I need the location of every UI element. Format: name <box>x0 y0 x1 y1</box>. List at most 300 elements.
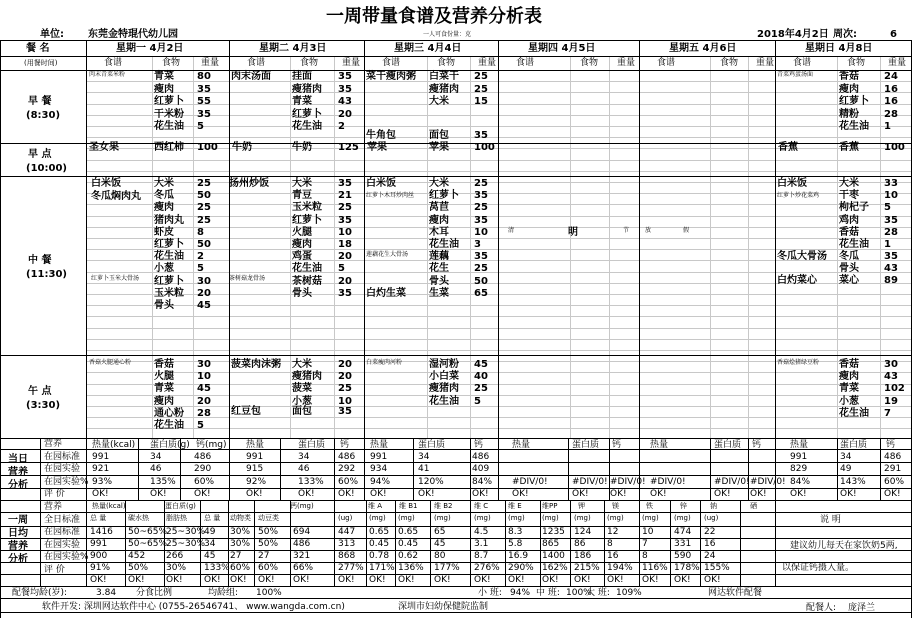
week-cell: 12 <box>607 527 619 537</box>
week-subheader: 总 量 <box>90 514 107 522</box>
week-subheader: (mg) <box>607 514 624 522</box>
grid-line <box>86 438 87 500</box>
food-qty: 35 <box>197 108 211 120</box>
week-cell: OK! <box>574 575 591 585</box>
food-qty: 35 <box>338 71 352 82</box>
food-name: 面包 <box>429 130 449 141</box>
food-qty: 55 <box>197 96 211 107</box>
analysis-cell: 486 <box>338 452 356 462</box>
analysis-header: 热量 <box>512 440 531 450</box>
food-name: 木耳 <box>429 226 449 238</box>
week-cell: 155% <box>704 563 730 573</box>
meal-time: (11:30) <box>26 268 67 280</box>
week-side: 营养 <box>8 541 28 552</box>
week-header: 锌 <box>680 502 687 510</box>
recipe: 苹果 <box>367 142 387 153</box>
week-label: 周次: <box>833 29 857 40</box>
week-cell: 45 <box>434 539 446 549</box>
grid-line <box>125 500 126 586</box>
week-cell: 22 <box>704 527 716 537</box>
grid-line <box>748 438 749 500</box>
food-name: 花生油 <box>154 121 184 132</box>
grid-line <box>229 438 230 500</box>
food-qty: 5 <box>197 263 204 275</box>
food-name: 干枣 <box>839 190 859 202</box>
food-qty: 20 <box>338 275 352 287</box>
week-cell: 186 <box>574 551 592 561</box>
grid-line <box>0 586 911 587</box>
week-cell: OK! <box>90 575 107 585</box>
week-cell: 8.3 <box>508 527 523 537</box>
recipe: 白米饭 <box>91 178 121 189</box>
food-name: 小葱 <box>839 395 859 407</box>
week-cell: 8.7 <box>474 551 489 561</box>
food-name: 瘦猪肉 <box>292 371 322 383</box>
week-cell: 178% <box>674 563 700 573</box>
col-recipe: 食谱 <box>247 58 266 68</box>
food-name: 小葱 <box>154 263 174 275</box>
analysis-cell: 292 <box>338 464 356 475</box>
food-qty: 28 <box>197 407 211 419</box>
grid-line <box>604 500 605 586</box>
analysis-cell: #DIV/0! <box>610 476 646 487</box>
grid-line <box>911 586 912 612</box>
day-header: 星期一 4月2日 <box>116 43 184 54</box>
grid-line <box>290 500 291 586</box>
food-name: 瘦猪肉 <box>292 83 322 95</box>
recipe: 青菜鸡蛋汤面 <box>777 71 814 78</box>
week-cell: 277% <box>338 563 364 573</box>
week-cell: 16 <box>607 551 619 561</box>
week-header: 铁 <box>646 502 653 510</box>
week-cell: 16 <box>704 539 716 549</box>
recipe: 冬瓜焖肉丸 <box>91 191 141 202</box>
week-subheader: 动物类 <box>230 514 251 522</box>
food-name: 花生油 <box>429 239 459 250</box>
mean-value: 100% <box>256 588 282 598</box>
food-name: 香菇 <box>839 226 859 238</box>
food-name: 玉米粒 <box>154 287 184 299</box>
week-cell: 171% <box>369 563 395 573</box>
food-qty: 1 <box>884 239 891 250</box>
food-name: 花生油 <box>839 121 869 132</box>
analysis-header: 钙(mg) <box>196 440 227 450</box>
week-row-label: 全日标准 <box>44 514 81 525</box>
week-cell: 50% <box>258 539 279 549</box>
food-qty: 35 <box>338 214 352 226</box>
recipe: 红萝卜玉米大骨汤 <box>91 275 140 282</box>
age-value: 3.84 <box>96 588 117 598</box>
food-name: 菠菜 <box>292 383 312 395</box>
food-name: 牛奶 <box>292 142 312 153</box>
grid-line <box>152 56 153 438</box>
food-name: 骨头 <box>154 300 174 311</box>
food-name: 花生油 <box>154 251 184 263</box>
analysis-header: 热量(kcal) <box>92 440 136 450</box>
big-value: 109% <box>616 588 642 598</box>
analysis-cell: OK! <box>194 488 211 499</box>
food-name: 花生油 <box>839 407 869 419</box>
analysis-cell: 486 <box>884 452 902 462</box>
cook-label: 配餐人: <box>806 603 837 613</box>
grid-line <box>0 40 1 618</box>
analysis-cell: 486 <box>472 452 490 462</box>
week-cell: 86 <box>574 539 586 549</box>
week-subheader: 总 量 <box>204 514 221 522</box>
grid-line <box>498 438 499 500</box>
day-header: 星期日 4月8日 <box>805 43 873 54</box>
week-cell: 1416 <box>90 527 113 537</box>
food-qty: 45 <box>197 383 211 395</box>
week-cell: 865 <box>542 539 560 549</box>
analysis-cell: 46 <box>298 464 310 475</box>
analysis-cell: 991 <box>246 452 264 462</box>
food-name: 红萝卜 <box>154 96 184 107</box>
analysis-cell: 486 <box>194 452 212 462</box>
food-qty: 10 <box>197 371 211 383</box>
food-name: 火腿 <box>154 371 174 383</box>
grid-line <box>395 500 396 586</box>
grid-line <box>880 56 881 438</box>
recipe: 莲藕花生大骨汤 <box>366 251 409 258</box>
week-cell: 276% <box>474 563 500 573</box>
food-name: 红萝卜 <box>429 190 459 202</box>
analysis-cell: 46 <box>150 464 162 475</box>
grid-line <box>470 56 471 438</box>
food-qty: 35 <box>197 83 211 95</box>
week-header: 维 B2 <box>434 502 453 510</box>
food-qty: 40 <box>474 371 488 383</box>
grid-line <box>505 500 506 586</box>
analysis-cell: OK! <box>750 488 767 499</box>
food-qty: 15 <box>474 96 488 107</box>
grid-line <box>334 438 335 500</box>
food-qty: 25 <box>338 383 352 395</box>
week-cell: 266 <box>166 551 184 561</box>
week-cell: 4.5 <box>474 527 489 537</box>
food-qty: 35 <box>884 214 898 226</box>
analysis-cell: 92% <box>246 476 267 487</box>
week-cell: 50~65% <box>128 527 167 537</box>
recipe: 白菜瘦肉河粉 <box>366 359 403 366</box>
food-name: 青菜 <box>292 96 312 107</box>
day-header: 星期二 4月3日 <box>259 43 327 54</box>
col-food: 食物 <box>300 58 319 68</box>
analysis-cell: 84% <box>790 476 811 487</box>
week-header: 硒 <box>750 502 757 510</box>
week-cell: 50~65% <box>128 539 167 549</box>
analysis-side: 分析 <box>8 480 28 491</box>
grid-line <box>290 56 291 438</box>
analysis-header: 热量 <box>370 440 389 450</box>
analysis-side: 当日 <box>8 454 28 465</box>
week-header: 维 E <box>508 502 522 510</box>
analysis-cell: #DIV/0! <box>714 476 750 487</box>
food-name: 瘦猪肉 <box>429 83 459 95</box>
food-name: 青菜 <box>154 71 174 82</box>
recipe: 红萝卜木耳炒肉丝 <box>366 192 415 199</box>
food-qty: 35 <box>474 190 488 202</box>
food-qty: 19 <box>884 395 898 407</box>
week-cell: OK! <box>230 575 247 585</box>
food-name: 大米 <box>839 178 859 189</box>
analysis-cell: 41 <box>418 464 430 475</box>
week-row-label: 在园标准 <box>44 527 81 537</box>
week-subheader: (mg) <box>542 514 559 522</box>
week-cell: 290% <box>508 563 534 573</box>
week-cell: 0.78 <box>369 551 390 561</box>
week-cell: 8 <box>642 551 648 561</box>
week-header: 热量(kcal) <box>92 502 126 510</box>
food-qty: 25 <box>197 202 211 214</box>
meal-time: (8:30) <box>26 109 61 121</box>
recipe: 茶树菇龙骨汤 <box>229 275 266 282</box>
analysis-cell: 60% <box>338 476 359 487</box>
analysis-row-label: 在园标准 <box>44 451 81 462</box>
meal-time: (10:00) <box>26 162 67 174</box>
grid-line <box>229 40 230 438</box>
week-cell: 30% <box>230 539 251 549</box>
holiday-char: 清 <box>508 227 515 234</box>
food-name: 精粉 <box>839 108 859 120</box>
food-name: 红萝卜 <box>839 96 869 107</box>
analysis-cell: #DIV/0! <box>650 476 686 487</box>
week-cell: 313 <box>338 539 356 549</box>
food-qty: 35 <box>338 83 352 95</box>
week-cell: OK! <box>434 575 451 585</box>
recipe: 白灼菜心 <box>777 275 817 286</box>
analysis-cell: OK! <box>92 488 109 499</box>
grid-line <box>138 438 139 500</box>
food-name: 花生油 <box>292 263 322 275</box>
analysis-cell: 991 <box>790 452 808 462</box>
food-qty: 89 <box>884 275 898 286</box>
analysis-header: 钙 <box>752 440 762 450</box>
food-name: 瘦肉 <box>839 83 859 95</box>
food-qty: 35 <box>474 214 488 226</box>
brand-label: 网达软件配餐 <box>708 588 763 598</box>
food-qty: 65 <box>474 287 488 299</box>
grid-line <box>710 56 711 438</box>
meal-name: 中 餐 <box>28 254 52 266</box>
week-cell: OK! <box>258 575 275 585</box>
food-qty: 25 <box>197 178 211 189</box>
food-qty: 5 <box>338 263 345 275</box>
food-name: 香菇 <box>839 71 859 82</box>
food-name: 冬瓜 <box>839 251 859 263</box>
food-qty: 3 <box>474 239 481 250</box>
week-cell: OK! <box>204 575 221 585</box>
food-name: 瘦肉 <box>429 214 449 226</box>
col-food: 食物 <box>580 58 599 68</box>
food-qty: 21 <box>338 190 352 202</box>
week-subheader: (mg) <box>398 514 415 522</box>
analysis-header: 钙 <box>612 440 622 450</box>
col-food: 食物 <box>720 58 739 68</box>
food-qty: 50 <box>474 275 488 287</box>
analysis-cell: 34 <box>150 452 162 462</box>
holiday-char: 明 <box>568 227 578 238</box>
analysis-header: 蛋白质 <box>714 440 742 450</box>
analysis-cell: 93% <box>92 476 113 487</box>
food-qty: 25 <box>474 383 488 395</box>
food-qty: 35 <box>884 251 898 263</box>
week-cell: 8 <box>607 539 613 549</box>
meal-time: (3:30) <box>26 399 61 411</box>
grid-line <box>837 438 838 500</box>
food-qty: 45 <box>197 300 211 311</box>
analysis-cell: 60% <box>884 476 905 487</box>
food-qty: 30 <box>197 275 211 287</box>
grid-line <box>639 500 640 586</box>
week-header: 蛋白质(g) <box>165 502 196 510</box>
holiday-char: 放 <box>645 227 652 234</box>
week-cell: 45 <box>204 551 216 561</box>
day-header: 星期四 4月5日 <box>528 43 596 54</box>
food-name: 骨头 <box>292 287 312 299</box>
food-qty: 35 <box>474 130 488 141</box>
col-qty: 重量 <box>478 58 497 68</box>
week-cell: 694 <box>293 527 311 537</box>
food-name: 青豆 <box>292 190 312 202</box>
food-qty: 20 <box>338 359 352 370</box>
grid-line <box>413 438 414 500</box>
analysis-cell: 915 <box>246 464 264 475</box>
food-name: 骨头 <box>429 275 449 287</box>
week-cell: 60% <box>230 563 251 573</box>
food-qty: 35 <box>338 287 352 299</box>
recipe: 香菇烩猪绿豆粉 <box>777 359 820 366</box>
food-qty: 20 <box>197 287 211 299</box>
week-side: 分析 <box>8 554 28 565</box>
week-subheader: (ug) <box>704 514 719 522</box>
analysis-row-label: 营养 <box>44 439 63 449</box>
food-qty: 5 <box>197 420 204 431</box>
analysis-cell: OK! <box>650 488 667 499</box>
analysis-side: 营养 <box>8 467 28 478</box>
age-label: 配餐均龄(岁): <box>12 588 68 598</box>
food-name: 小白菜 <box>429 371 459 383</box>
food-name: 挂面 <box>292 71 312 82</box>
food-qty: 10 <box>474 226 488 238</box>
analysis-cell: 60% <box>194 476 215 487</box>
food-name: 骨头 <box>839 263 859 275</box>
analysis-cell: 34 <box>418 452 430 462</box>
food-name: 玉米粒 <box>292 202 322 214</box>
food-name: 通心粉 <box>154 407 184 419</box>
mean-label: 均龄组: <box>208 588 239 598</box>
note-text: 以保证钙摄入量。 <box>782 563 855 573</box>
grid-line <box>748 56 749 438</box>
week-row-label: 评 价 <box>44 564 65 575</box>
week-subheader: 脂肪热 <box>166 514 187 522</box>
food-name: 干米粉 <box>154 108 184 120</box>
week-cell: 136% <box>398 563 424 573</box>
week-subheader: (mg) <box>369 514 386 522</box>
food-qty: 25 <box>474 83 488 95</box>
week-cell: 486 <box>293 539 311 549</box>
recipe: 香菇火腿通心粉 <box>89 359 132 366</box>
food-qty: 43 <box>338 96 352 107</box>
week-subheader: (ug) <box>338 514 353 522</box>
recipe: 白灼生菜 <box>366 288 406 299</box>
week-header: 镁 <box>612 502 619 510</box>
recipe: 红萝卜炒花菜鸡 <box>777 192 820 199</box>
food-name: 青菜 <box>154 383 174 395</box>
food-name: 花生油 <box>839 239 869 250</box>
food-name: 菜心 <box>839 275 859 286</box>
week-row-label: 营养 <box>44 502 63 512</box>
day-header: 星期三 4月4日 <box>394 43 462 54</box>
recipe: 扬州炒饭 <box>229 178 269 189</box>
food-qty: 8 <box>197 226 204 238</box>
food-name: 瘦肉 <box>154 202 174 214</box>
food-qty: 2 <box>197 251 204 263</box>
week-cell: 1235 <box>542 527 565 537</box>
analysis-cell: 409 <box>472 464 490 475</box>
mid-value: 100% <box>566 588 592 598</box>
analysis-cell: 34 <box>298 452 310 462</box>
small-value: 94% <box>510 588 531 598</box>
food-name: 瘦肉 <box>839 371 859 383</box>
col-recipe: 食谱 <box>657 58 676 68</box>
week-header: 钠 <box>710 502 717 510</box>
week-cell: 50% <box>258 527 279 537</box>
grid-line <box>40 500 41 586</box>
recipe: 冬瓜大骨汤 <box>777 251 827 262</box>
week-cell: 0.62 <box>398 551 419 561</box>
food-qty: 20 <box>338 108 352 120</box>
grid-line <box>86 40 87 438</box>
analysis-cell: OK! <box>884 488 901 499</box>
analysis-header: 钙 <box>474 440 484 450</box>
grid-line <box>364 40 365 438</box>
analysis-header: 蛋白质(g) <box>150 440 190 450</box>
analysis-cell: OK! <box>512 488 529 499</box>
week-cell: 162% <box>542 563 568 573</box>
food-name: 瘦猪肉 <box>429 383 459 395</box>
food-name: 瘦肉 <box>154 395 174 407</box>
analysis-cell: 991 <box>370 452 388 462</box>
food-name: 莲藕 <box>429 251 449 263</box>
grid-line <box>775 40 776 438</box>
analysis-cell: OK! <box>418 488 435 499</box>
food-name: 香蕉 <box>839 142 859 153</box>
meal-name: 早 点 <box>28 148 52 160</box>
grid-line <box>193 56 194 438</box>
week-cell: 60% <box>258 563 279 573</box>
analysis-cell: OK! <box>246 488 263 499</box>
food-qty: 18 <box>338 239 352 250</box>
week-cell: 50% <box>128 563 149 573</box>
grid-line <box>470 500 471 586</box>
recipe: 牛奶 <box>232 142 252 153</box>
food-name: 大米 <box>292 178 312 189</box>
grid-line <box>911 500 912 586</box>
week-subheader: (mg) <box>434 514 451 522</box>
analysis-cell: OK! <box>472 488 489 499</box>
food-name: 鸡肉 <box>839 214 859 226</box>
food-qty: 5 <box>884 202 891 214</box>
food-qty: 80 <box>197 71 211 82</box>
small-label: 小 班: <box>478 588 502 598</box>
week-cell: 447 <box>338 527 356 537</box>
week-header: 钙(mg) <box>290 502 314 510</box>
col-qty: 重量 <box>342 58 361 68</box>
week-header: 钾 <box>578 502 585 510</box>
week-cell: 177% <box>434 563 460 573</box>
grid-line <box>775 500 776 586</box>
